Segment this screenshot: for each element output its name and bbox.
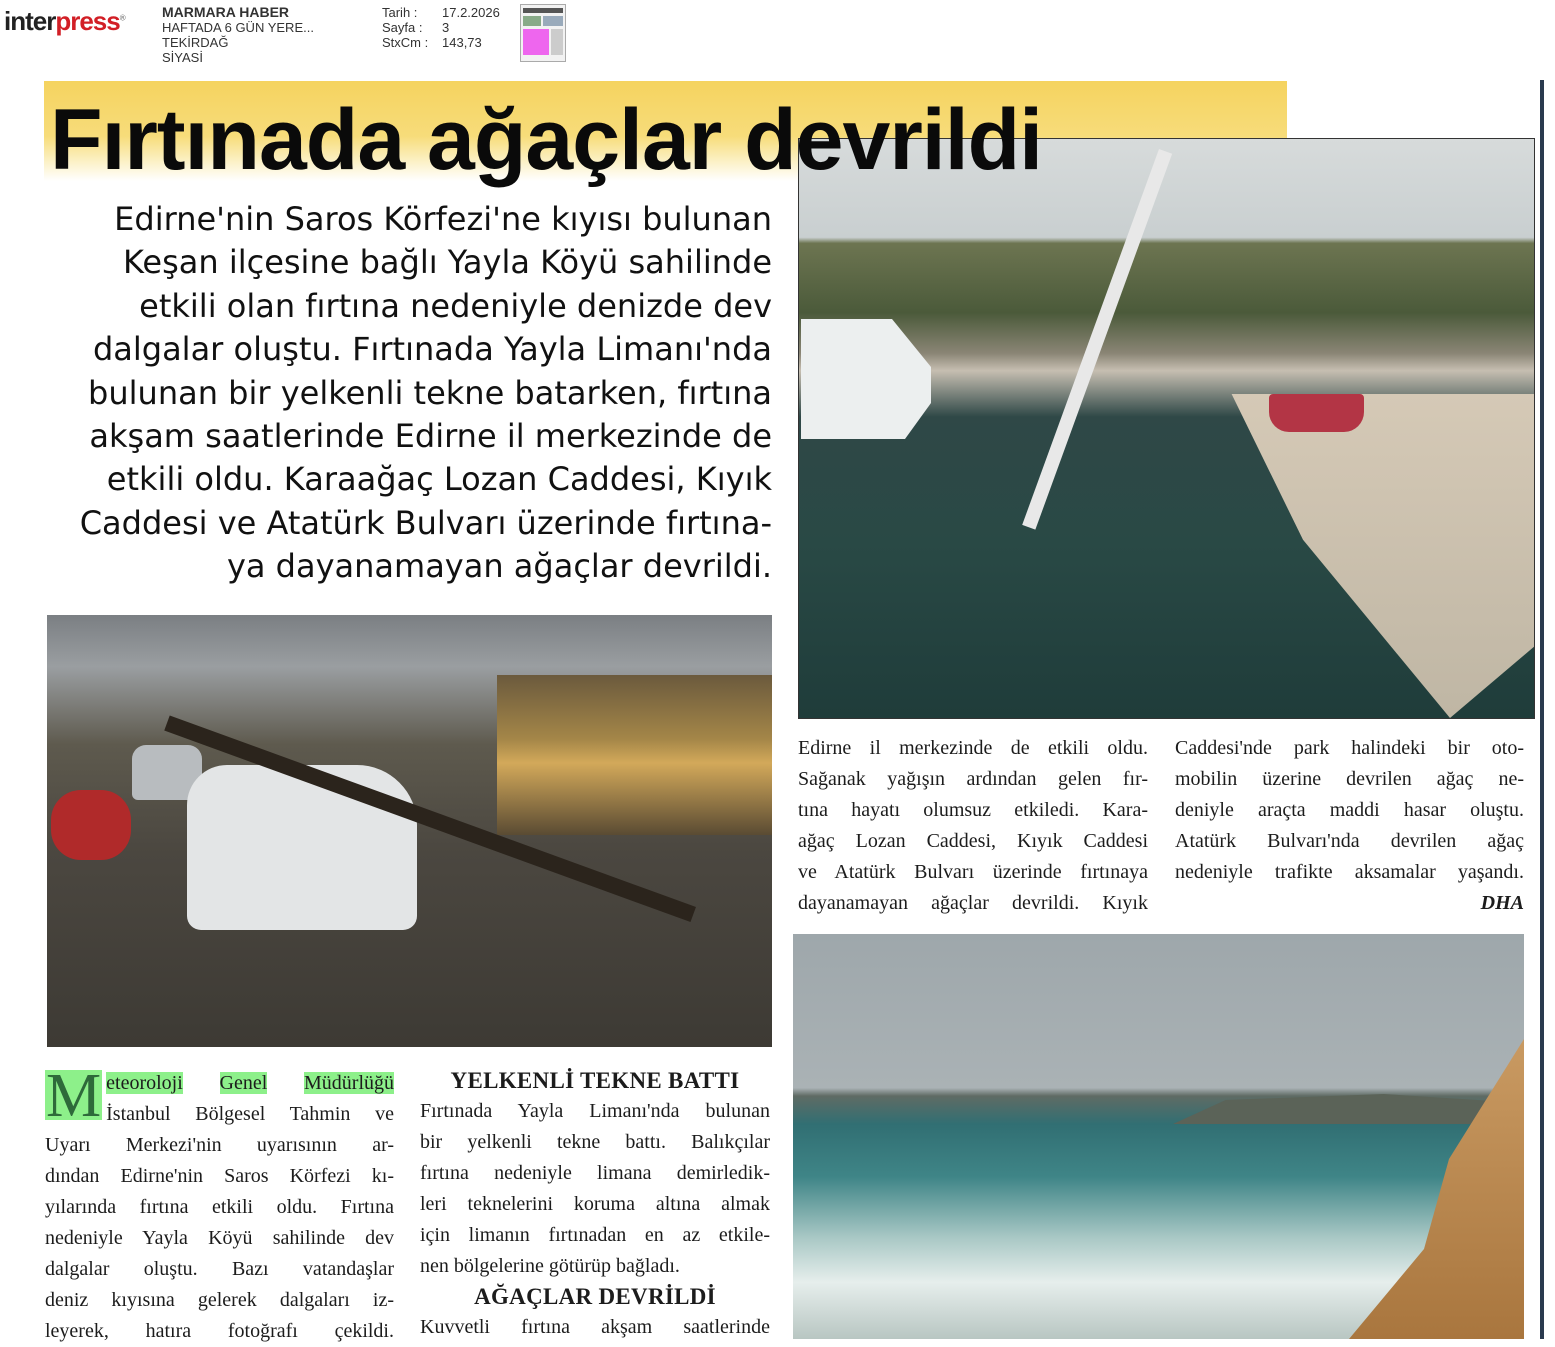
stxcm-label: StxCm : [382,35,429,50]
body-column-top-left: Edirne il merkezinde de etkili oldu. Sağanak yağışın ardından gelen fır- tına hayatı olumsuz etkiledi. Kara- ağaç Lozan Caddesi, Kıyık Caddesi ve Atatürk Bulvarı üzerinde fırtınaya dayanamayan ağaçlar devrildi. Kıyık [798,737,1148,914]
publication-info [162,5,314,65]
publication-name: MARMARA HABER [162,4,290,20]
publication-section: SİYASİ [162,50,203,65]
page-thumbnail[interactable] [520,4,566,62]
photo-sunken-sailboat-harbor [798,138,1535,719]
subhead-sailboat-sank: YELKENLİ TEKNE BATTI [450,1068,740,1093]
byline: DHA [1480,892,1524,914]
publication-frequency: HAFTADA 6 GÜN YERE... [162,20,314,35]
body-column-bottom-middle: YELKENLİ TEKNE BATTI Fırtınada Yayla Limanı'nda bulunan bir yelkenli tekne battı. Balıkçılar fırtına nedeniyle limana demirledik- leri teknelerini koruma altına almak için limanın fırtınadan en az etkile- nen bölgelerine götürüp bağladı. AĞAÇLAR DEVRİLDİ Kuvvetli fırtına akşam saatlerinde [420,1068,770,1338]
headline: Fırtınada ağaçlar devrildi [50,92,1043,188]
drop-cap: M [46,1062,102,1130]
stxcm-value: 143,73 [442,35,482,50]
body-column-bottom-left: M eteoroloji Genel Müdürlüğü İstanbul Bölgesel Tahmin ve Uyarı Merkezi'nin uyarısının ar- dından Edirne'nin Saros Körfezi kı- yılarında fırtına etkili oldu. Fırtına nedeniyle Yayla Köyü sahilinde dev dalgalar oluştu. Bazı vatandaşlar deniz kıyısına gelerek dalgaları iz- leyerek, hatıra fotoğrafı çekildi. [45,1062,395,1342]
subhead-trees-fell: AĞAÇLAR DEVRİLDİ [474,1284,716,1309]
clipping-info [382,5,500,50]
page-label: Sayfa : [382,20,423,35]
interpress-logo: interpress® [4,6,125,36]
page-edge-rule [1540,80,1544,1339]
lead-paragraph: Edirne'nin Saros Körfezi'ne kıyısı bulunan Keşan ilçesine bağlı Yayla Köyü sahilinde etkili olan fırtına nedeniyle denizde dev dalgalar oluştu. Fırtınada Yayla Limanı'nda bulunan bir yelkenli tekne batarken, fırtına akşam saatlerinde Edirne il merkezinde de etkili oldu. Karaağaç Lozan Caddesi, Kıyık Caddesi ve Atatürk Bulvarı üzerinde fırtına- ya dayanamayan ağaçlar devrildi. [79,200,772,586]
photo-storm-waves-coast [793,934,1524,1339]
date-value: 17.2.2026 [442,5,500,20]
date-label: Tarih : [382,5,418,20]
page-value: 3 [442,20,450,35]
publication-city: TEKİRDAĞ [162,35,229,50]
body-column-top-right: Caddesi'nde park halindeki bir oto- mobilin üzerine devrilen ağaç ne- deniyle araçta maddi hasar oluştu. Atatürk Bulvarı'nda devrilen ağaç nedeniyle trafikte aksamalar yaşandı. DHA [1175,733,1524,919]
photo-fallen-tree-on-car [47,615,772,1047]
